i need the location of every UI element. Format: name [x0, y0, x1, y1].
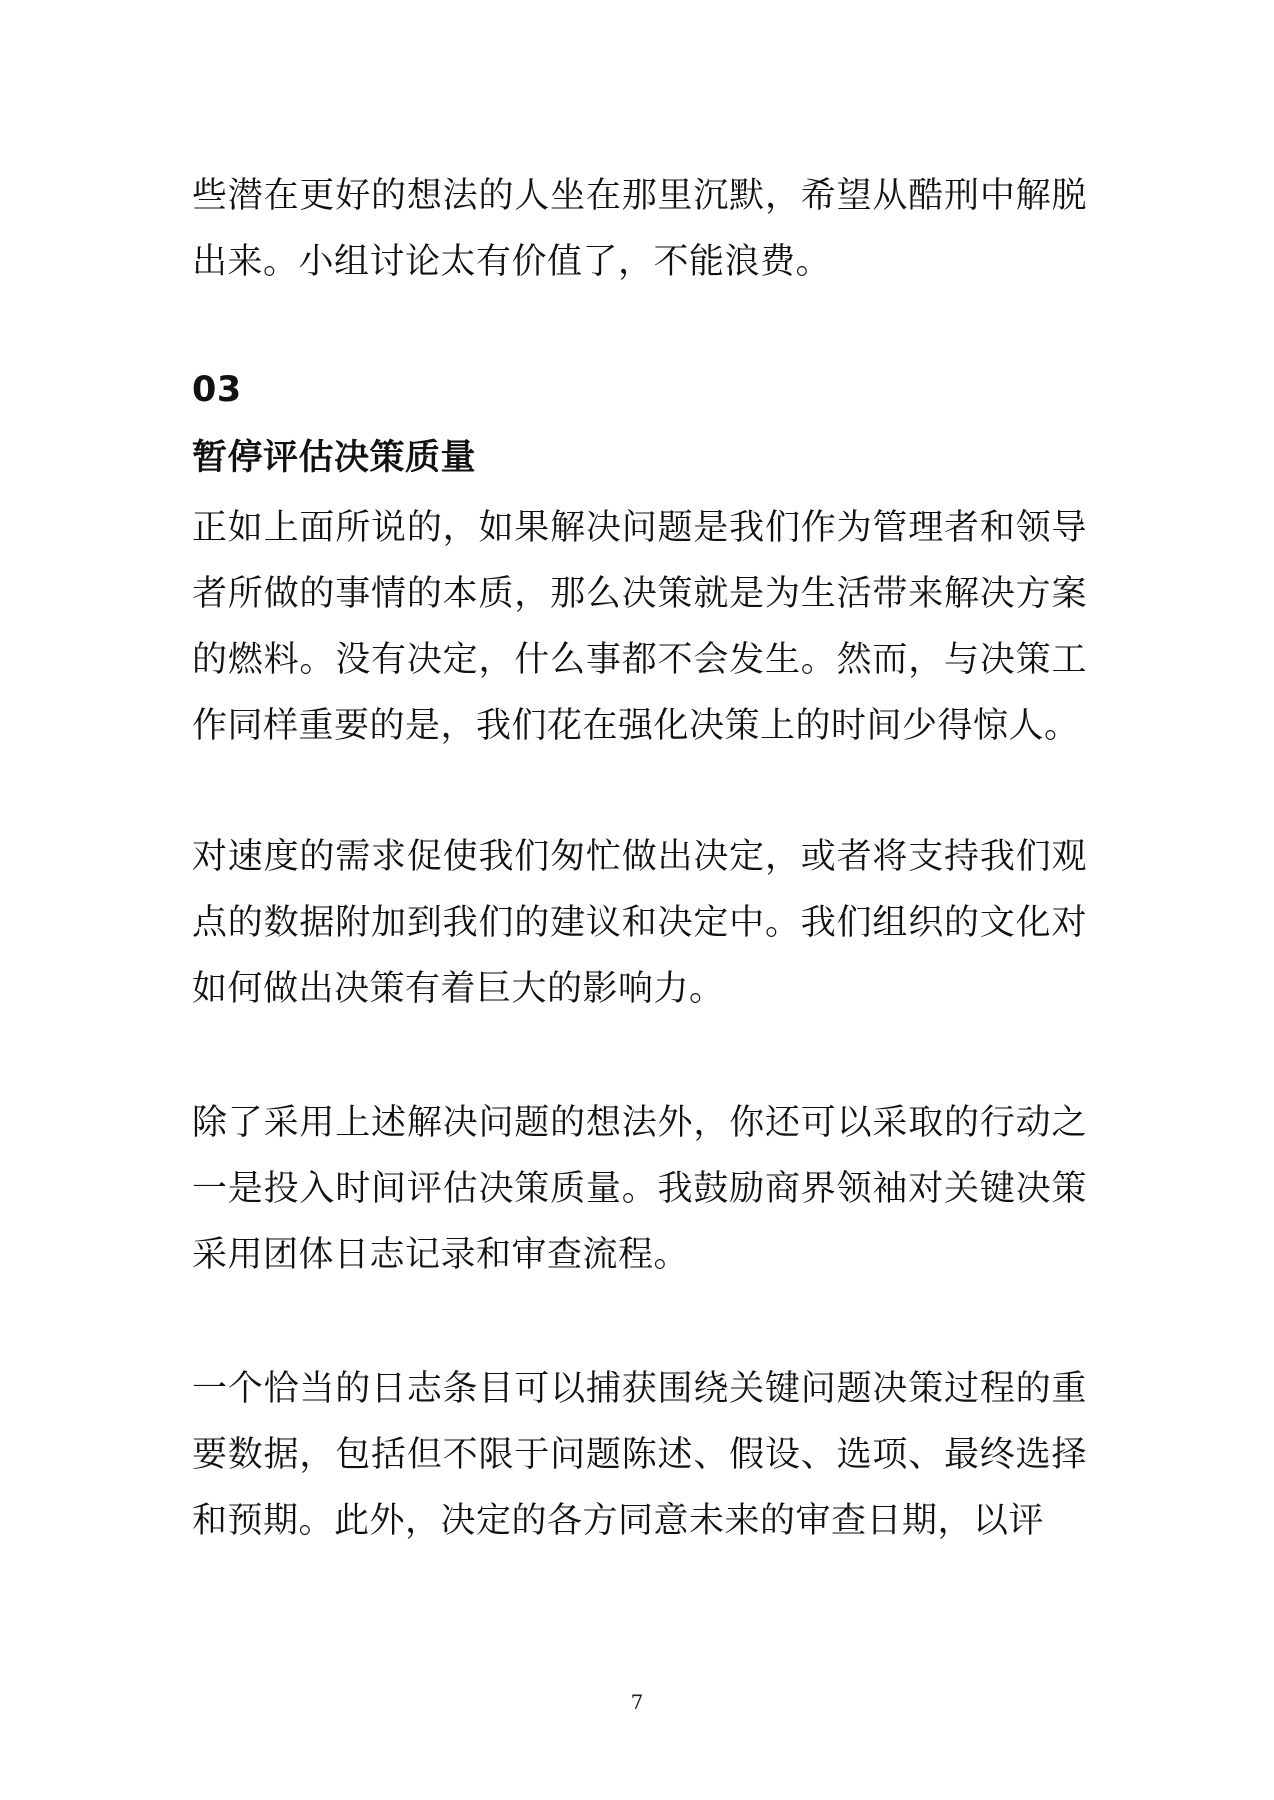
paragraph-4: 一个恰当的日志条目可以捕获围绕关键问题决策过程的重要数据，包括但不限于问题陈述、假设、选项、最终选择和预期。此外，决定的各方同意未来的审查日期，以评: [192, 1369, 1087, 1541]
page-number: 7: [630, 1690, 644, 1714]
paragraph-1: 正如上面所说的，如果解决问题是我们作为管理者和领导者所做的事情的本质，那么决策就是为生活带来解决方案的燃料。没有决定，什么事都不会发生。然而，与决策工作同样重要的是，我们花在强化决策上的时间少得惊人。: [192, 508, 1087, 746]
paragraph-3: 除了采用上述解决问题的想法外，你还可以采取的行动之一是投入时间评估决策质量。我鼓励商界领袖对关键决策采用团体日志记录和审查流程。: [192, 1103, 1087, 1275]
paragraph-2: 对速度的需求促使我们匆忙做出决定，或者将支持我们观点的数据附加到我们的建议和决定中。我们组织的文化对如何做出决策有着巨大的影响力。: [192, 837, 1087, 1009]
section-number: 03: [192, 370, 242, 410]
section-title: 暂停评估决策质量: [192, 438, 477, 478]
paragraph-continued: 些潜在更好的想法的人坐在那里沉默，希望从酷刑中解脱出来。小组讨论太有价值了，不能浪费。: [192, 176, 1087, 282]
